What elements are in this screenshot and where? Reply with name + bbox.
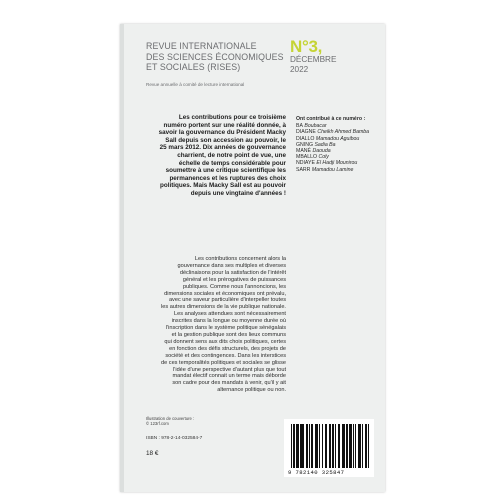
body-line: déclinaisons pour la satisfaction de l'intérêt [179, 269, 286, 276]
back-cover [120, 24, 385, 492]
illustration-label: Illustration de couverture : [146, 416, 195, 421]
title-line-2: DES SCIENCES ÉCONOMIQUES [146, 51, 284, 63]
issue-info [290, 38, 352, 74]
contributor-last-name: BA [296, 123, 303, 130]
barcode-bars [291, 424, 369, 468]
issue-number: N°3, [290, 37, 323, 56]
body-line: mandat électif connait un terme mais déborde [172, 373, 286, 380]
contributor-last-name: DIALLO [296, 135, 315, 142]
intro-line: politiques. Mais Macky Sall est au pouvoir [160, 182, 286, 190]
body-line: et la gestion publique sont des lieux communs [171, 331, 286, 338]
contributor-last-name: GNING [296, 141, 314, 148]
body-line: Les analyses attendues sont nécessairement [174, 311, 286, 318]
title-line-3: ET SOCIALES (RISES) [146, 62, 241, 73]
issue-month: DÉCEMBRE [290, 55, 337, 64]
intro-paragraph [128, 114, 286, 198]
issue-year: 2022 [290, 64, 309, 74]
contributor-first-name: Boubacar [302, 123, 327, 130]
intro-line: numéro portent sur une réalité donnée, à [163, 121, 286, 129]
barcode-gap [368, 424, 369, 468]
body-line: les autres dimensions de la vie publique nationale. [160, 304, 286, 311]
journal-subtitle: Revue annuelle à comité de lecture international [146, 82, 245, 87]
contributor-first-name: Mamadou Lamine [310, 166, 354, 173]
contributor-last-name: NDIAYE [296, 160, 315, 167]
contributor-first-name: El Hadji Mounirou [314, 160, 358, 167]
isbn: ISBN : 978-2-14-032584-7 [146, 436, 203, 441]
body-line: dimensions sociales et économiques ont prévalu, [164, 290, 286, 297]
body-line: de ces temporalités politiques et sociales se glisse [161, 359, 286, 366]
intro-line: permanences et les ruptures des choix [169, 174, 286, 182]
body-line: avec une saveur particulière d'interpeller toutes [168, 297, 286, 304]
contributor-first-name: Coly [317, 154, 329, 161]
illustration-credit [146, 416, 194, 427]
contributor-last-name: MBALLO [296, 154, 318, 161]
body-line: son cadre pour des mandats à venir, qu'il y ait [172, 380, 286, 387]
barcode-area [284, 419, 374, 477]
contributor-last-name: DIAGNE [296, 129, 316, 136]
contributor-item [296, 167, 382, 173]
body-line: général et les prérogatives de puissances [182, 276, 286, 283]
intro-line: échelle de temps considérable pour [178, 159, 286, 167]
body-line: société et des contingences. Dans les interstices [165, 352, 286, 359]
body-line: l'inscription dans le système politique sénégalais [165, 325, 286, 332]
body-line: qui donnent sens aux dits choix politiques, certes [164, 338, 286, 345]
price: 18 € [146, 450, 159, 457]
illustration-source: © 123rf.com [146, 421, 169, 427]
contributors-list [296, 116, 382, 173]
body-line: en fonction des défis structurels, des projets de [169, 345, 286, 352]
contributors-heading: Ont contribué à ce numéro : [296, 116, 366, 122]
intro-line: 25 mars 2012. Dix années de gouvernance [159, 144, 286, 152]
contributor-first-name: Mamadou Aguibou [314, 135, 360, 142]
body-line: Les contributions concernent alors la [194, 256, 286, 262]
journal-title [146, 41, 284, 74]
intro-line: Sall depuis son accession au pouvoir, le [165, 136, 286, 144]
contributor-last-name: MANÉ [296, 148, 311, 155]
contributor-first-name: Sadia Ba [313, 141, 336, 148]
body-paragraph [132, 256, 286, 394]
intro-line: depuis une vingtaine d'années ! [190, 189, 286, 197]
contributor-last-name: SARR [296, 166, 311, 173]
intro-line: Les contributions pour ce troisième [178, 114, 286, 121]
spine-edge [120, 24, 124, 492]
title-line-1: REVUE INTERNATIONALE [146, 41, 257, 52]
contributor-first-name: Cheikh Ahmed Bamba [315, 129, 370, 136]
barcode-digits: 9 782140 325847 [288, 469, 345, 476]
body-line: gouvernance dans ses multiples et diverses [177, 262, 286, 269]
body-line: l'idée d'une perspective d'autant plus que tout [173, 366, 286, 373]
contributor-first-name: Daouda [311, 148, 331, 155]
body-line: alternance politique ou non. [217, 387, 286, 394]
body-line: inscrites dans la longue ou moyenne durée où [171, 318, 286, 325]
body-line: publiques. Comme nous l'annoncions, les [182, 283, 286, 290]
intro-line: soumettre à une critique scientifique les [165, 167, 286, 175]
intro-line: savoir la gouvernance du Président Macky [158, 129, 286, 137]
intro-line: charrient, de notre point de vue, une [177, 151, 286, 159]
